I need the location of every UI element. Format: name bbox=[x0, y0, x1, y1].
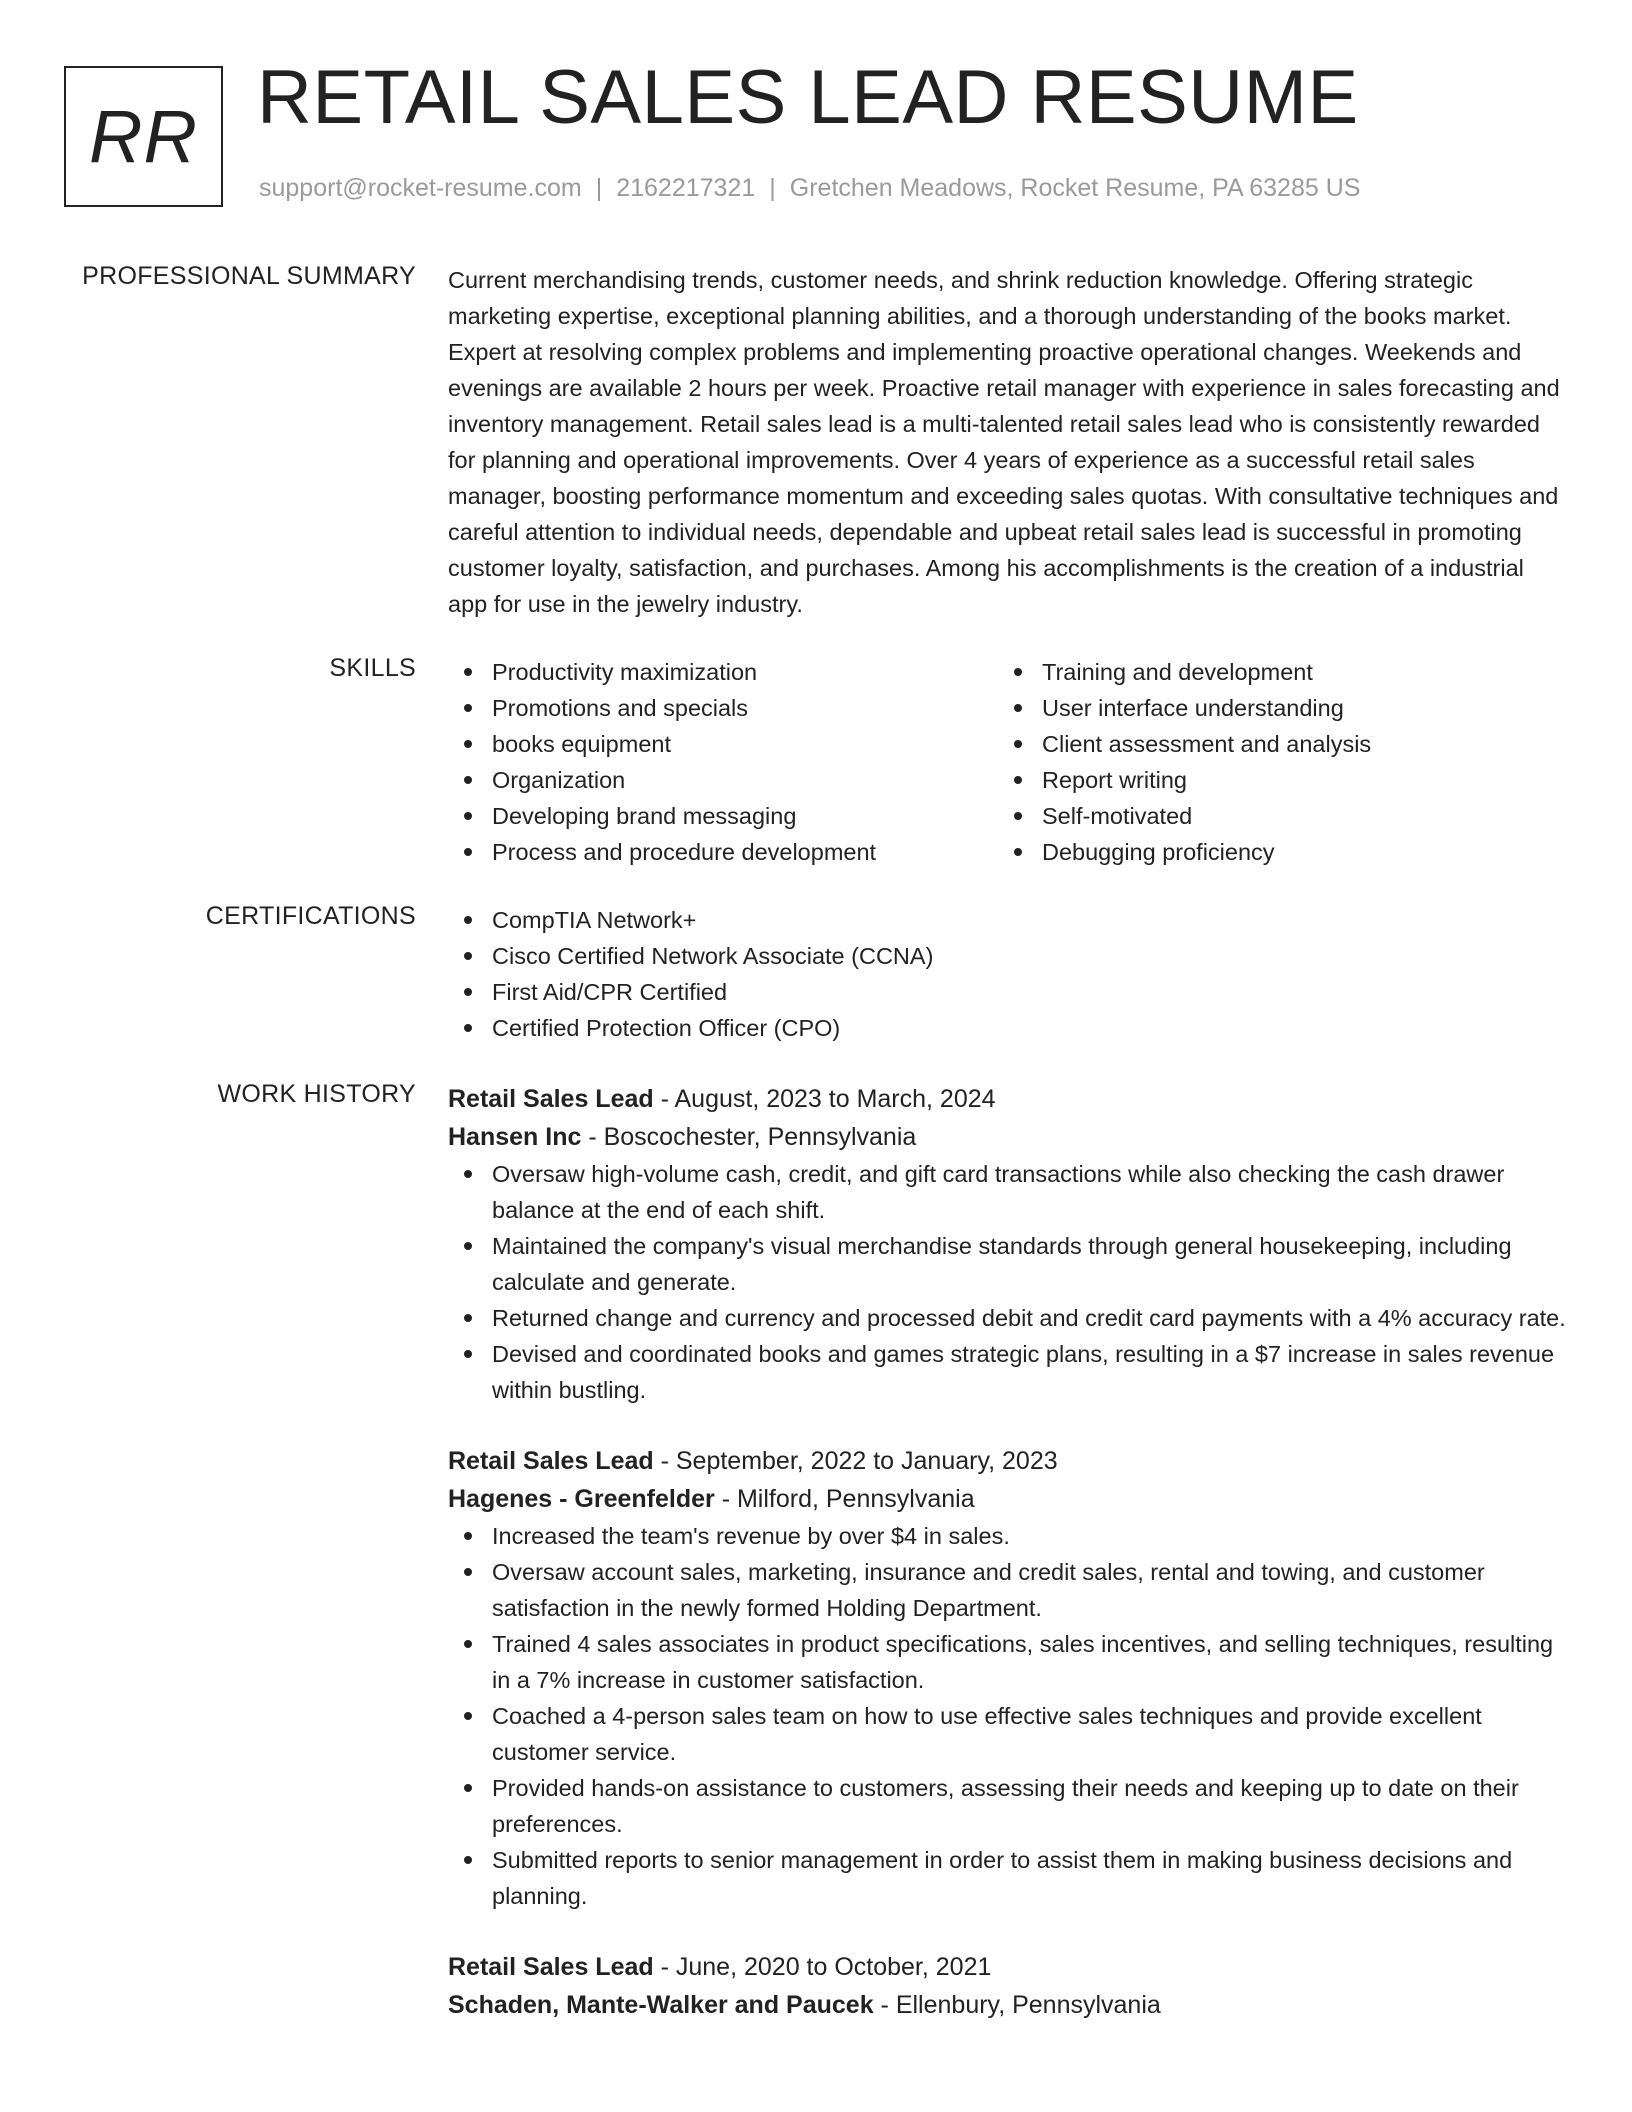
list-item: Certified Protection Officer (CPO) bbox=[448, 1010, 1568, 1046]
list-item: Trained 4 sales associates in product specifications, sales incentives, and selling techniques, resulting in a 7% increase in customer satisfaction. bbox=[448, 1626, 1568, 1698]
skills-list-right bbox=[998, 654, 1548, 870]
section-heading: SKILLS bbox=[329, 654, 416, 682]
list-item: Developing brand messaging bbox=[448, 798, 998, 834]
monogram-logo: RR bbox=[64, 66, 223, 207]
list-item: Process and procedure development bbox=[448, 834, 998, 870]
job-entry bbox=[448, 1442, 1568, 1914]
contact-separator: | bbox=[595, 174, 603, 202]
job-title-line bbox=[448, 1442, 1568, 1480]
section-heading: CERTIFICATIONS bbox=[205, 902, 416, 930]
section-heading: PROFESSIONAL SUMMARY bbox=[82, 262, 416, 290]
contact-phone[interactable]: 2162217321 bbox=[616, 174, 756, 202]
list-item: Productivity maximization bbox=[448, 654, 998, 690]
job-duties-list bbox=[448, 1518, 1568, 1914]
list-item: Coached a 4-person sales team on how to use effective sales techniques and provide excellent customer service. bbox=[448, 1698, 1568, 1770]
job-company: Hagenes - Greenfelder bbox=[448, 1485, 715, 1513]
job-title: Retail Sales Lead bbox=[448, 1953, 654, 1981]
job-title: Retail Sales Lead bbox=[448, 1085, 654, 1113]
list-item: First Aid/CPR Certified bbox=[448, 974, 1568, 1010]
list-item: books equipment bbox=[448, 726, 998, 762]
list-item: User interface understanding bbox=[998, 690, 1548, 726]
job-duties-list bbox=[448, 1156, 1568, 1408]
list-item: Submitted reports to senior management in order to assist them in making business decisions and planning. bbox=[448, 1842, 1568, 1914]
list-item: Maintained the company's visual merchandise standards through general housekeeping, including calculate and generate. bbox=[448, 1228, 1568, 1300]
skills-columns bbox=[448, 654, 1568, 870]
job-location: - Boscochester, Pennsylvania bbox=[581, 1123, 917, 1151]
list-item: Returned change and currency and processed debit and credit card payments with a 4% accuracy rate. bbox=[448, 1300, 1568, 1336]
contact-email[interactable]: support@rocket-resume.com bbox=[259, 174, 582, 202]
contact-separator: | bbox=[769, 174, 776, 202]
list-item: Increased the team's revenue by over $4 in sales. bbox=[448, 1518, 1568, 1554]
list-item: Promotions and specials bbox=[448, 690, 998, 726]
summary-text: Current merchandising trends, customer needs, and shrink reduction knowledge. Offering strategic marketing expertise, exceptional planning abilities, and a thorough understanding of the books market. Expert at resolving complex problems and implementing proactive operational changes. Weekends and evenings are available 2 hours per week. Proactive retail manager with experience in sales forecasting and inventory management. Retail sales lead is a multi-talented retail sales lead who is consistently rewarded for planning and operational improvements. Over 4 years of experience as a successful retail sales manager, boosting performance momentum and exceeding sales quotas. With consultative techniques and careful attention to individual needs, dependable and upbeat retail sales lead is successful in promoting customer loyalty, satisfaction, and purchases. Among his accomplishments is the creation of a industrial app for use in the jewelry industry. bbox=[448, 267, 1560, 617]
list-item: Self-motivated bbox=[998, 798, 1548, 834]
list-item: Oversaw high-volume cash, credit, and gift card transactions while also checking the cash drawer balance at the end of each shift. bbox=[448, 1156, 1568, 1228]
list-item: Oversaw account sales, marketing, insurance and credit sales, rental and towing, and customer satisfaction in the newly formed Holding Department. bbox=[448, 1554, 1568, 1626]
job-title: Retail Sales Lead bbox=[448, 1447, 654, 1475]
list-item: Debugging proficiency bbox=[998, 834, 1548, 870]
job-dates: - September, 2022 to January, 2023 bbox=[653, 1447, 1058, 1475]
job-location: - Milford, Pennsylvania bbox=[714, 1485, 975, 1513]
skills-list-left bbox=[448, 654, 998, 870]
certifications-body bbox=[448, 902, 1568, 1046]
list-item: CompTIA Network+ bbox=[448, 902, 1568, 938]
section-heading: WORK HISTORY bbox=[217, 1080, 416, 1108]
job-entry bbox=[448, 1080, 1568, 1408]
job-title-line bbox=[448, 1948, 1568, 1986]
certifications-list bbox=[448, 902, 1568, 1046]
work-history-body bbox=[448, 1080, 1568, 2024]
list-item: Report writing bbox=[998, 762, 1548, 798]
list-item: Devised and coordinated books and games strategic plans, resulting in a $7 increase in sales revenue within bustling. bbox=[448, 1336, 1568, 1408]
contact-line bbox=[259, 174, 1360, 203]
job-company: Hansen Inc bbox=[448, 1123, 582, 1151]
job-entry bbox=[448, 1948, 1568, 2024]
job-company-line bbox=[448, 1986, 1568, 2024]
job-title-line bbox=[448, 1080, 1568, 1118]
list-item: Provided hands-on assistance to customers, assessing their needs and keeping up to date on their preferences. bbox=[448, 1770, 1568, 1842]
list-item: Organization bbox=[448, 762, 998, 798]
page-title: RETAIL SALES LEAD RESUME bbox=[257, 55, 1359, 140]
skills-body bbox=[448, 654, 1568, 870]
job-location: - Ellenbury, Pennsylvania bbox=[873, 1991, 1161, 2019]
contact-address: Gretchen Meadows, Rocket Resume, PA 63285 US bbox=[789, 174, 1361, 202]
list-item: Client assessment and analysis bbox=[998, 726, 1548, 762]
job-dates: - June, 2020 to October, 2021 bbox=[653, 1953, 992, 1981]
job-dates: - August, 2023 to March, 2024 bbox=[653, 1085, 996, 1113]
list-item: Training and development bbox=[998, 654, 1548, 690]
job-company-line bbox=[448, 1118, 1568, 1156]
list-item: Cisco Certified Network Associate (CCNA) bbox=[448, 938, 1568, 974]
summary-body bbox=[448, 262, 1568, 622]
job-company-line bbox=[448, 1480, 1568, 1518]
job-company: Schaden, Mante-Walker and Paucek bbox=[448, 1991, 874, 2019]
